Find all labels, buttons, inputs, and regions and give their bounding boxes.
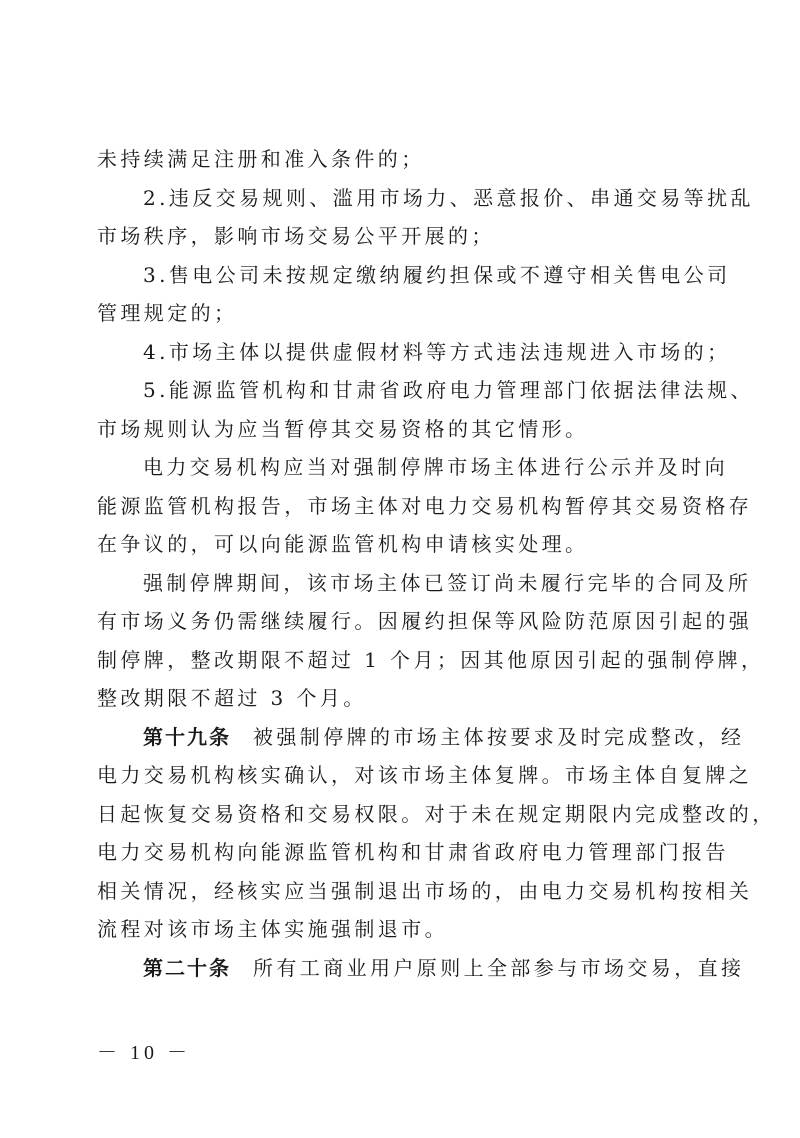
text-line: 在争议的，可以向能源监管机构申请核实处理。 (97, 532, 589, 556)
text-line: 制停牌，整改期限不超过 1 个月；因其他原因引起的强制停牌， (97, 647, 765, 672)
text-line: 相关情况，经核实应当强制退出市场的，由电力交易机构按相关 (97, 878, 753, 903)
text-line: 2.违反交易规则、滥用市场力、恶意报价、串通交易等扰乱 (143, 185, 754, 210)
text-line: 所有工商业用户原则上全部参与市场交易，直接 (253, 955, 745, 980)
text-line: 日起恢复交易资格和交易权限。对于未在规定期限内完成整改的， (97, 801, 776, 826)
text-line: 电力交易机构核实确认，对该市场主体复牌。市场主体自复牌之 (97, 763, 753, 787)
page-number: － 10 － (97, 1042, 191, 1064)
text-line: 强制停牌期间，该市场主体已签订尚未履行完毕的合同及所 (143, 570, 752, 595)
text-line: 3.售电公司未按规定缴纳履约担保或不遵守相关售电公司 (143, 262, 731, 287)
article-20-heading: 第二十条 (143, 955, 231, 980)
text-line: 电力交易机构向能源监管机构和甘肃省政府电力管理部门报告 (97, 840, 729, 864)
article-19-first-line (143, 718, 744, 756)
text-line: 整改期限不超过 3 个月。 (97, 686, 367, 710)
text-line: 流程对该市场主体实施强制退市。 (97, 917, 448, 941)
text-line: 市场规则认为应当暂停其交易资格的其它情形。 (97, 416, 589, 441)
text-line: 4.市场主体以提供虚假材料等方式违法违规进入市场的； (143, 339, 731, 364)
article-20-first-line (143, 949, 744, 987)
text-line: 有市场义务仍需继续履行。因履约担保等风险防范原因引起的强 (97, 609, 753, 633)
text-line: 管理规定的； (97, 301, 238, 325)
text-line: 市场秩序，影响市场交易公平开展的； (97, 224, 495, 248)
text-line: 电力交易机构应当对强制停牌市场主体进行公示并及时向 (143, 455, 728, 479)
text-line: 未持续满足注册和准入条件的； (97, 147, 425, 171)
text-line: 能源监管机构报告，市场主体对电力交易机构暂停其交易资格存 (97, 493, 753, 518)
article-19-heading: 第十九条 (143, 724, 231, 749)
text-line: 5.能源监管机构和甘肃省政府电力管理部门依据法律法规、 (143, 378, 754, 402)
text-line: 被强制停牌的市场主体按要求及时完成整改，经 (253, 724, 745, 749)
